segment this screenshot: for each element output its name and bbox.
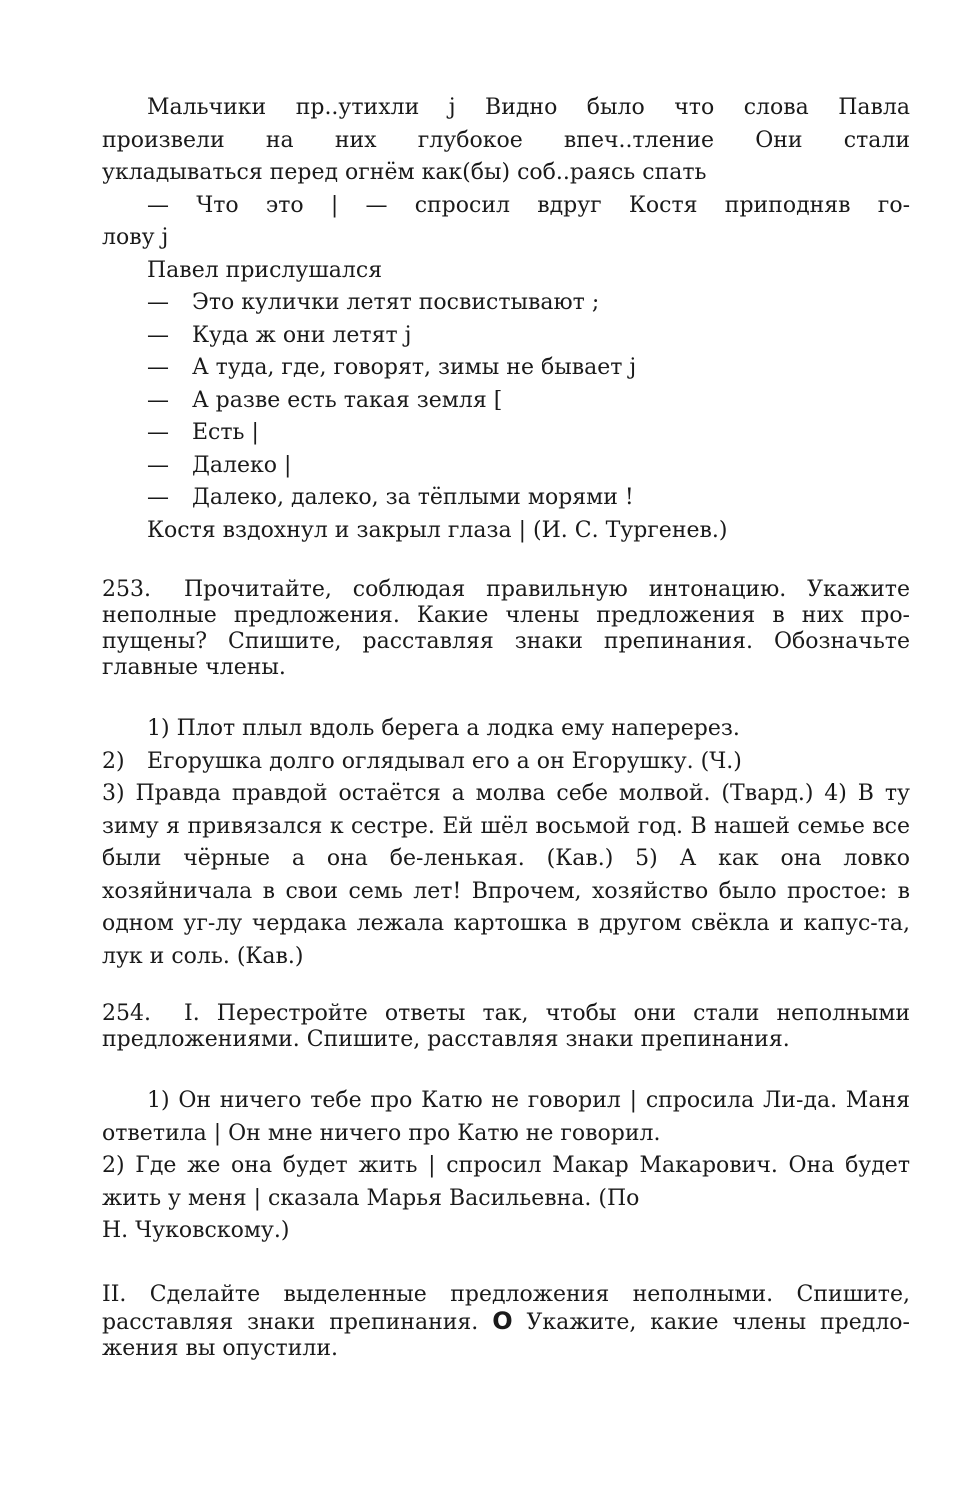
circle-mark-icon: О [492,1306,513,1335]
exercise-item-text: Егорушка долго оглядывал его а он Егорушку. (Ч.) [147,748,742,774]
dialogue-line [102,385,910,418]
dialogue-text: А туда, где, говорят, зимы не бывает j [192,355,637,380]
passage-closing: Костя вздохнул и закрыл глаза | (И. С. Тургенев.) [147,517,728,543]
exercise-text: Прочитайте, соблюдая правильную интонацию. Укажите неполные предложения. Какие члены предложения в них про-пущены? Спишите, расставляя знаки препинания. Обозначьте главные члены. [102,577,910,680]
passage-line: Павел прислушался [147,257,383,283]
exercise-part-2 [102,1282,910,1362]
dialogue-dash: — [147,420,169,445]
dialogue-dash: — [147,485,169,510]
exercise-number: 254. [102,1001,151,1026]
exercise-item: Н. Чуковскому.) [102,1218,290,1243]
dialogue-dash: — [147,290,169,315]
exercise-text: II. Сделайте выделенные предложения неполными. Спишите, расставляя знаки препинания. [102,1281,910,1335]
passage-line: лову j [102,225,169,250]
exercise-item: 1) Плот плыл вдоль берега а лодка ему наперерез. [147,716,740,741]
document-page [102,92,910,1362]
exercise-253-items [102,713,910,973]
dialogue-line [102,417,910,450]
dialogue-text: Есть | [192,420,259,445]
exercise-instruction [102,1001,910,1053]
dialogue-line [102,482,910,515]
passage-line: произвели на них глубокое впеч..тление Они стали [102,127,910,153]
passage-line: Мальчики пр..утихли j Видно было что слова Павла [147,95,910,120]
exercise-text: Укажите, какие члены предло-жения вы опустили. [102,1309,910,1361]
dialogue-text: Куда ж они летят j [192,322,412,348]
exercise-number: 253. [102,577,151,602]
dialogue-dash: — [147,387,169,413]
dialogue-dash: — [147,322,169,348]
dialogue-line [102,320,910,353]
exercise-item-number: 2) [102,748,125,774]
passage [102,92,910,547]
exercise-item [102,746,910,779]
exercise-253 [102,577,910,681]
exercise-item: 2) Где же она будет жить | спросил Макар Макарович. Она будет жить у меня | сказала Марья Васильевна. (По [102,1153,910,1211]
exercise-254-items [102,1085,910,1248]
exercise-254 [102,1001,910,1053]
dialogue-text: Далеко | [192,452,292,478]
passage-line: укладываться перед огнём как(бы) соб..раясь спать [102,160,707,185]
exercise-instruction [102,577,910,681]
dialogue-dash: — [147,355,169,380]
exercise-item: 1) Он ничего тебе про Катю не говорил | спросила Ли-да. Маня ответила | Он мне ничего про Катю не говорил. [102,1088,910,1146]
dialogue-line [102,352,910,385]
exercise-text: I. Перестройте ответы так, чтобы они стали неполными предложениями. Спишите, расставляя знаки препинания. [102,1001,910,1052]
dialogue-line [102,287,910,320]
exercise-item: 3) Правда правдой остаётся а молва себе молвой. (Твард.) 4) В ту зиму я привязался к сестре. Ей шёл восьмой год. В нашей семье все были чёрные а она бе-ленькая. (Кав.) 5) А как она ловко хозяйничала в свои семь лет! Впрочем, хозяйство было простое: в одном уг-лу чердака лежала картошка в другом свёкла и капус-та, лук и соль. (Кав.) [102,781,910,969]
dialogue-dash: — [147,452,169,478]
passage-line: — Что это | — спросил вдруг Костя приподняв го- [147,192,910,218]
dialogue-text: Далеко, далеко, за тёплыми морями ! [192,485,634,510]
dialogue-text: Это кулички летят посвистывают ; [192,290,600,315]
dialogue-line [102,450,910,483]
dialogue-text: А разве есть такая земля [ [192,387,503,413]
